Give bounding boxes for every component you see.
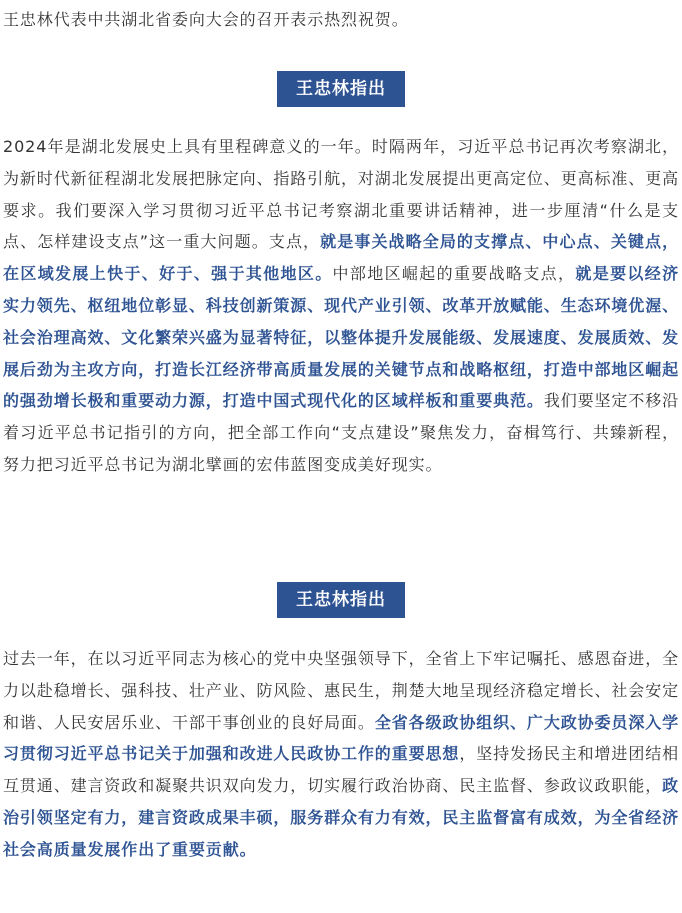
highlighted-segment: 政治引领坚定有力，建言资政成果丰硕，服务群众有力有效，民主监督富有成效，为全省经济社会高质量发展作出了重要贡献。 xyxy=(3,776,680,859)
section-heading-2 xyxy=(0,582,682,618)
highlighted-segment: 全省各级政协组织、广大政协委员深入学习贯彻习近平总书记关于加强和改进人民政协工作的重要思想 xyxy=(3,712,680,764)
section-heading-1 xyxy=(0,71,682,107)
speaker-badge: 王忠林指出 xyxy=(277,582,405,618)
paragraph-segment: 2024年是湖北发展史上具有里程碑意义的一年。时隔两年，习近平总书记再次考察湖北，为新时代新征程湖北发展把脉定向、指路引航，对湖北发展提出更高定位、更高标准、更高要求。我们要深入学习贯彻习近平总书记考察湖北重要讲话精神，进一步厘清“什么是支点、怎样建设支点”这一重大问题。支点， xyxy=(3,137,680,252)
intro-paragraph: 王忠林代表中共湖北省委向大会的召开表示热烈祝贺。 xyxy=(3,10,409,29)
section-2-paragraph xyxy=(3,643,679,866)
highlighted-segment: 就是事关战略全局的支撑点、中心点、关键点，在区域发展上快于、好于、强于其他地区。 xyxy=(3,232,680,284)
paragraph-segment: 中部地区崛起的重要战略支点， xyxy=(332,264,576,284)
paragraph-segment: 过去一年，在以习近平同志为核心的党中央坚强领导下，全省上下牢记嘱托、感恩奋进，全力以赴稳增长、强科技、壮产业、防风险、惠民生，荆楚大地呈现经济稳定增长、社会安定和谐、人民安居乐业、干部干事创业的良好局面。 xyxy=(3,649,680,732)
highlighted-segment: 就是要以经济实力领先、枢纽地位彰显、科技创新策源、现代产业引领、改革开放赋能、生态环境优渥、社会治理高效、文化繁荣兴盛为显著特征，以整体提升发展能级、发展速度、发展质效、发展后劲为主攻方向，打造长江经济带高质量发展的关键节点和战略枢纽，打造中部地区崛起的强劲增长极和重要动力源，打造中国式现代化的区域样板和重要典范。 xyxy=(3,264,680,411)
section-1-paragraph xyxy=(3,131,679,481)
paragraph-segment: 我们要坚定不移沿着习近平总书记指引的方向，把全部工作向“支点建设”聚焦发力，奋楫笃行、共臻新程，努力把习近平总书记为湖北擘画的宏伟蓝图变成美好现实。 xyxy=(3,391,680,474)
paragraph-segment: ，坚持发扬民主和增进团结相互贯通、建言资政和凝聚共识双向发力，切实履行政治协商、民主监督、参政议政职能， xyxy=(3,744,680,796)
speaker-badge: 王忠林指出 xyxy=(277,71,405,107)
